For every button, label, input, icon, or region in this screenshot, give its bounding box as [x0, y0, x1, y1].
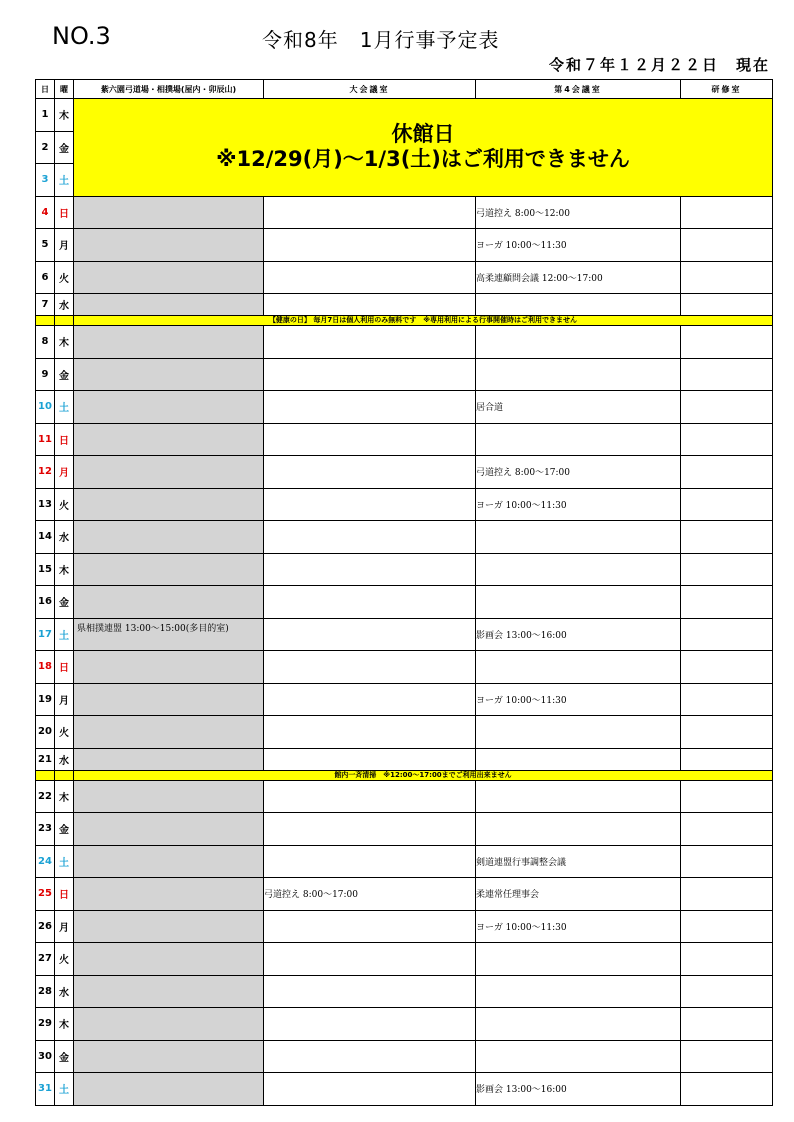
- room4-cell: [476, 1008, 681, 1041]
- day-number: 9: [36, 358, 55, 391]
- hall-cell: [264, 456, 476, 489]
- dojo-cell: [74, 488, 264, 521]
- day-number: 10: [36, 391, 55, 424]
- day-number: 3: [36, 164, 55, 197]
- day-of-week: 木: [55, 1008, 74, 1041]
- training-cell: [681, 391, 773, 424]
- room4-cell: [476, 975, 681, 1008]
- training-cell: [681, 294, 773, 316]
- table-row: [36, 878, 773, 911]
- room4-cell: [476, 553, 681, 586]
- room4-cell: [476, 1040, 681, 1073]
- hall-cell: [264, 618, 476, 651]
- band-spacer: [36, 316, 55, 326]
- hall-cell: [264, 326, 476, 359]
- col-header-dojo: 紫六園弓道場・相撲場(屋内・卯辰山): [74, 80, 264, 99]
- dojo-cell: [74, 261, 264, 294]
- day-number: 27: [36, 943, 55, 976]
- table-row: [36, 196, 773, 229]
- dojo-cell: [74, 1073, 264, 1106]
- training-cell: [681, 553, 773, 586]
- room4-cell: 剣道連盟行事調整会議: [476, 845, 681, 878]
- table-row: [36, 294, 773, 316]
- table-row: [36, 229, 773, 262]
- dojo-cell: [74, 943, 264, 976]
- table-row: [36, 748, 773, 770]
- room4-cell: [476, 813, 681, 846]
- room4-cell: 弓道控え 8:00〜12:00: [476, 196, 681, 229]
- notice-band: [36, 316, 773, 326]
- training-cell: [681, 423, 773, 456]
- closure-notice: [74, 99, 773, 197]
- band-spacer: [55, 770, 74, 780]
- table-row: [36, 910, 773, 943]
- room4-cell: [476, 780, 681, 813]
- day-of-week: 日: [55, 423, 74, 456]
- day-of-week: 金: [55, 813, 74, 846]
- day-of-week: 金: [55, 586, 74, 619]
- hall-cell: [264, 196, 476, 229]
- hall-cell: [264, 780, 476, 813]
- day-number: 16: [36, 586, 55, 619]
- room4-cell: ヨーガ 10:00〜11:30: [476, 683, 681, 716]
- room4-cell: ヨーガ 10:00〜11:30: [476, 229, 681, 262]
- day-number: 8: [36, 326, 55, 359]
- training-cell: [681, 1008, 773, 1041]
- table-row: [36, 618, 773, 651]
- hall-cell: [264, 683, 476, 716]
- day-of-week: 火: [55, 943, 74, 976]
- hall-cell: [264, 423, 476, 456]
- day-of-week: 土: [55, 164, 74, 197]
- room4-cell: ヨーガ 10:00〜11:30: [476, 488, 681, 521]
- day-number: 22: [36, 780, 55, 813]
- hall-cell: [264, 488, 476, 521]
- table-row: [36, 488, 773, 521]
- day-number: 2: [36, 131, 55, 164]
- room4-cell: [476, 326, 681, 359]
- dojo-cell: [74, 326, 264, 359]
- day-number: 15: [36, 553, 55, 586]
- training-cell: [681, 651, 773, 684]
- training-cell: [681, 456, 773, 489]
- training-cell: [681, 716, 773, 749]
- closure-title: 休館日: [391, 122, 455, 147]
- day-of-week: 日: [55, 651, 74, 684]
- hall-cell: [264, 586, 476, 619]
- day-number: 30: [36, 1040, 55, 1073]
- room4-cell: [476, 943, 681, 976]
- table-row: [36, 391, 773, 424]
- dojo-cell: [74, 229, 264, 262]
- day-number: 29: [36, 1008, 55, 1041]
- col-header-dow: 曜: [55, 80, 74, 99]
- hall-cell: [264, 845, 476, 878]
- day-of-week: 水: [55, 521, 74, 554]
- training-cell: [681, 910, 773, 943]
- hall-cell: [264, 651, 476, 684]
- day-number: 12: [36, 456, 55, 489]
- table-row: [36, 780, 773, 813]
- table-row: [36, 99, 773, 132]
- table-row: [36, 553, 773, 586]
- dojo-cell: [74, 910, 264, 943]
- training-cell: [681, 488, 773, 521]
- day-number: 26: [36, 910, 55, 943]
- day-of-week: 金: [55, 131, 74, 164]
- table-row: [36, 716, 773, 749]
- dojo-cell: [74, 586, 264, 619]
- day-number: 24: [36, 845, 55, 878]
- room4-cell: [476, 294, 681, 316]
- day-number: 4: [36, 196, 55, 229]
- hall-cell: [264, 294, 476, 316]
- col-header-room4: 第4会議室: [476, 80, 681, 99]
- as-of-date: 令和７年１２月２２日 現在: [548, 56, 770, 74]
- day-of-week: 火: [55, 261, 74, 294]
- col-header-hall: 大会議室: [264, 80, 476, 99]
- table-row: [36, 651, 773, 684]
- table-row: [36, 423, 773, 456]
- dojo-cell: [74, 521, 264, 554]
- closure-period: ※12/29(月)〜1/3(土)はご利用できません: [216, 147, 630, 172]
- hall-cell: [264, 553, 476, 586]
- training-cell: [681, 586, 773, 619]
- table-row: [36, 261, 773, 294]
- dojo-cell: [74, 456, 264, 489]
- table-row: [36, 358, 773, 391]
- day-of-week: 月: [55, 683, 74, 716]
- training-cell: [681, 975, 773, 1008]
- day-of-week: 木: [55, 780, 74, 813]
- hall-cell: [264, 975, 476, 1008]
- training-cell: [681, 358, 773, 391]
- table-row: [36, 813, 773, 846]
- day-of-week: 火: [55, 716, 74, 749]
- day-number: 17: [36, 618, 55, 651]
- training-cell: [681, 943, 773, 976]
- hall-cell: [264, 813, 476, 846]
- dojo-cell: [74, 196, 264, 229]
- day-of-week: 日: [55, 196, 74, 229]
- room4-cell: [476, 748, 681, 770]
- dojo-cell: [74, 780, 264, 813]
- day-of-week: 月: [55, 456, 74, 489]
- day-number: 25: [36, 878, 55, 911]
- table-row: [36, 326, 773, 359]
- hall-cell: [264, 521, 476, 554]
- hall-cell: 弓道控え 8:00〜17:00: [264, 878, 476, 911]
- day-of-week: 金: [55, 1040, 74, 1073]
- day-number: 21: [36, 748, 55, 770]
- day-of-week: 水: [55, 294, 74, 316]
- dojo-cell: [74, 1040, 264, 1073]
- schedule-table: [35, 79, 773, 1106]
- day-of-week: 水: [55, 748, 74, 770]
- day-of-week: 日: [55, 878, 74, 911]
- dojo-cell: [74, 716, 264, 749]
- table-row: [36, 683, 773, 716]
- hall-cell: [264, 1008, 476, 1041]
- training-cell: [681, 748, 773, 770]
- day-number: 1: [36, 99, 55, 132]
- hall-cell: [264, 1040, 476, 1073]
- training-cell: [681, 196, 773, 229]
- day-number: 18: [36, 651, 55, 684]
- day-number: 13: [36, 488, 55, 521]
- hall-cell: [264, 943, 476, 976]
- day-of-week: 金: [55, 358, 74, 391]
- dojo-cell: [74, 1008, 264, 1041]
- day-of-week: 木: [55, 326, 74, 359]
- day-number: 31: [36, 1073, 55, 1106]
- table-row: [36, 1073, 773, 1106]
- dojo-cell: 県相撲連盟 13:00〜15:00(多目的室): [74, 618, 264, 651]
- day-number: 5: [36, 229, 55, 262]
- hall-cell: [264, 748, 476, 770]
- day-of-week: 土: [55, 391, 74, 424]
- training-cell: [681, 1073, 773, 1106]
- day-of-week: 木: [55, 553, 74, 586]
- document-number: NO.3: [52, 22, 111, 50]
- table-row: [36, 456, 773, 489]
- table-row: [36, 521, 773, 554]
- room4-cell: 柔連常任理事会: [476, 878, 681, 911]
- dojo-cell: [74, 878, 264, 911]
- table-row: [36, 845, 773, 878]
- room4-cell: 影画会 13:00〜16:00: [476, 1073, 681, 1106]
- col-header-day: 日: [36, 80, 55, 99]
- day-of-week: 土: [55, 845, 74, 878]
- dojo-cell: [74, 391, 264, 424]
- hall-cell: [264, 391, 476, 424]
- table-row: [36, 1008, 773, 1041]
- dojo-cell: [74, 845, 264, 878]
- day-of-week: 土: [55, 618, 74, 651]
- training-cell: [681, 326, 773, 359]
- day-number: 14: [36, 521, 55, 554]
- band-spacer: [55, 316, 74, 326]
- hall-cell: [264, 358, 476, 391]
- training-cell: [681, 521, 773, 554]
- header-row: [36, 80, 773, 99]
- training-cell: [681, 683, 773, 716]
- room4-cell: [476, 586, 681, 619]
- room4-cell: 影画会 13:00〜16:00: [476, 618, 681, 651]
- dojo-cell: [74, 748, 264, 770]
- dojo-cell: [74, 683, 264, 716]
- day-number: 20: [36, 716, 55, 749]
- training-cell: [681, 813, 773, 846]
- table-row: [36, 943, 773, 976]
- day-of-week: 火: [55, 488, 74, 521]
- dojo-cell: [74, 651, 264, 684]
- room4-cell: [476, 358, 681, 391]
- training-cell: [681, 1040, 773, 1073]
- training-cell: [681, 229, 773, 262]
- day-number: 19: [36, 683, 55, 716]
- dojo-cell: [74, 358, 264, 391]
- day-of-week: 水: [55, 975, 74, 1008]
- dojo-cell: [74, 294, 264, 316]
- room4-cell: [476, 716, 681, 749]
- room4-cell: 高柔連顧問会議 12:00〜17:00: [476, 261, 681, 294]
- page-title: 令和8年 1月行事予定表: [262, 28, 500, 52]
- table-row: [36, 1040, 773, 1073]
- table-row: [36, 586, 773, 619]
- day-of-week: 月: [55, 229, 74, 262]
- dojo-cell: [74, 553, 264, 586]
- room4-cell: [476, 423, 681, 456]
- room4-cell: [476, 651, 681, 684]
- day-number: 28: [36, 975, 55, 1008]
- dojo-cell: [74, 975, 264, 1008]
- table-row: [36, 975, 773, 1008]
- notice-band: [36, 770, 773, 780]
- day-of-week: 月: [55, 910, 74, 943]
- training-cell: [681, 845, 773, 878]
- day-number: 7: [36, 294, 55, 316]
- room4-cell: 居合道: [476, 391, 681, 424]
- day-number: 11: [36, 423, 55, 456]
- hall-cell: [264, 1073, 476, 1106]
- health-day-notice: 【健康の日】 毎月7日は個人利用のみ無料です ※専用利用による行事開催時はご利用できません: [74, 316, 773, 326]
- room4-cell: ヨーガ 10:00〜11:30: [476, 910, 681, 943]
- training-cell: [681, 878, 773, 911]
- hall-cell: [264, 261, 476, 294]
- hall-cell: [264, 910, 476, 943]
- room4-cell: 弓道控え 8:00〜17:00: [476, 456, 681, 489]
- day-number: 23: [36, 813, 55, 846]
- training-cell: [681, 261, 773, 294]
- cleaning-notice: 館内一斉清掃 ※12:00〜17:00までご利用出来ません: [74, 770, 773, 780]
- training-cell: [681, 618, 773, 651]
- room4-cell: [476, 521, 681, 554]
- dojo-cell: [74, 813, 264, 846]
- training-cell: [681, 780, 773, 813]
- day-number: 6: [36, 261, 55, 294]
- day-of-week: 土: [55, 1073, 74, 1106]
- dojo-cell: [74, 423, 264, 456]
- col-header-training: 研修室: [681, 80, 773, 99]
- hall-cell: [264, 716, 476, 749]
- band-spacer: [36, 770, 55, 780]
- hall-cell: [264, 229, 476, 262]
- day-of-week: 木: [55, 99, 74, 132]
